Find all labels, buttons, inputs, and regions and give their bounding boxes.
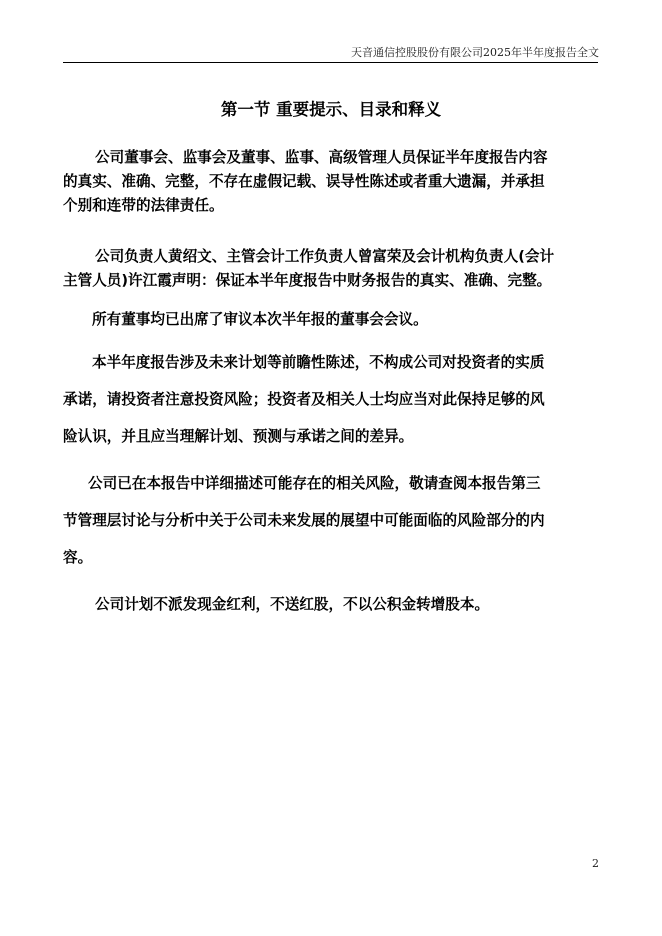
header-title: 天音通信控股股份有限公司2025年半年度报告全文	[351, 46, 599, 59]
paragraph-line: 承诺，请投资者注意投资风险；投资者及相关人士均应当对此保持足够的风	[63, 391, 545, 408]
paragraph-line: 公司负责人黄绍文、主管会计工作负责人曾富荣及会计机构负责人(会计	[95, 248, 555, 265]
paragraph-dividend	[63, 593, 598, 617]
paragraph-risk	[63, 465, 598, 576]
paragraph-line: 公司计划不派发现金红利，不送红股，不以公积金转增股本。	[95, 596, 490, 613]
page-number: 2	[592, 857, 599, 870]
paragraph-forward-looking	[63, 344, 598, 455]
paragraph-line: 险认识，并且应当理解计划、预测与承诺之间的差异。	[63, 428, 414, 445]
paragraph-board-attendance	[63, 308, 598, 332]
paragraph-line: 公司董事会、监事会及董事、监事、高级管理人员保证半年度报告内容	[95, 149, 548, 166]
paragraph-line: 本半年度报告涉及未来计划等前瞻性陈述，不构成公司对投资者的实质	[92, 354, 545, 371]
header-divider	[63, 62, 598, 63]
paragraph-line: 的真实、准确、完整，不存在虚假记载、误导性陈述或者重大遗漏，并承担	[63, 173, 545, 190]
paragraph-line: 主管人员)许江霞声明：保证本半年度报告中财务报告的真实、准确、完整。	[63, 272, 552, 289]
paragraph-line: 公司已在本报告中详细描述可能存在的相关风险，敬请查阅本报告第三	[88, 475, 541, 492]
paragraph-line: 所有董事均已出席了审议本次半年报的董事会会议。	[92, 311, 428, 328]
paragraph-line: 节管理层讨论与分析中关于公司未来发展的展望中可能面临的风险部分的内	[63, 512, 545, 529]
paragraph-declaration	[63, 245, 598, 293]
paragraph-line: 个别和连带的法律责任。	[63, 197, 224, 214]
section-title: 第一节 重要提示、目录和释义	[220, 100, 442, 119]
paragraph-responsibility	[63, 146, 598, 218]
paragraph-line: 容。	[63, 549, 93, 566]
